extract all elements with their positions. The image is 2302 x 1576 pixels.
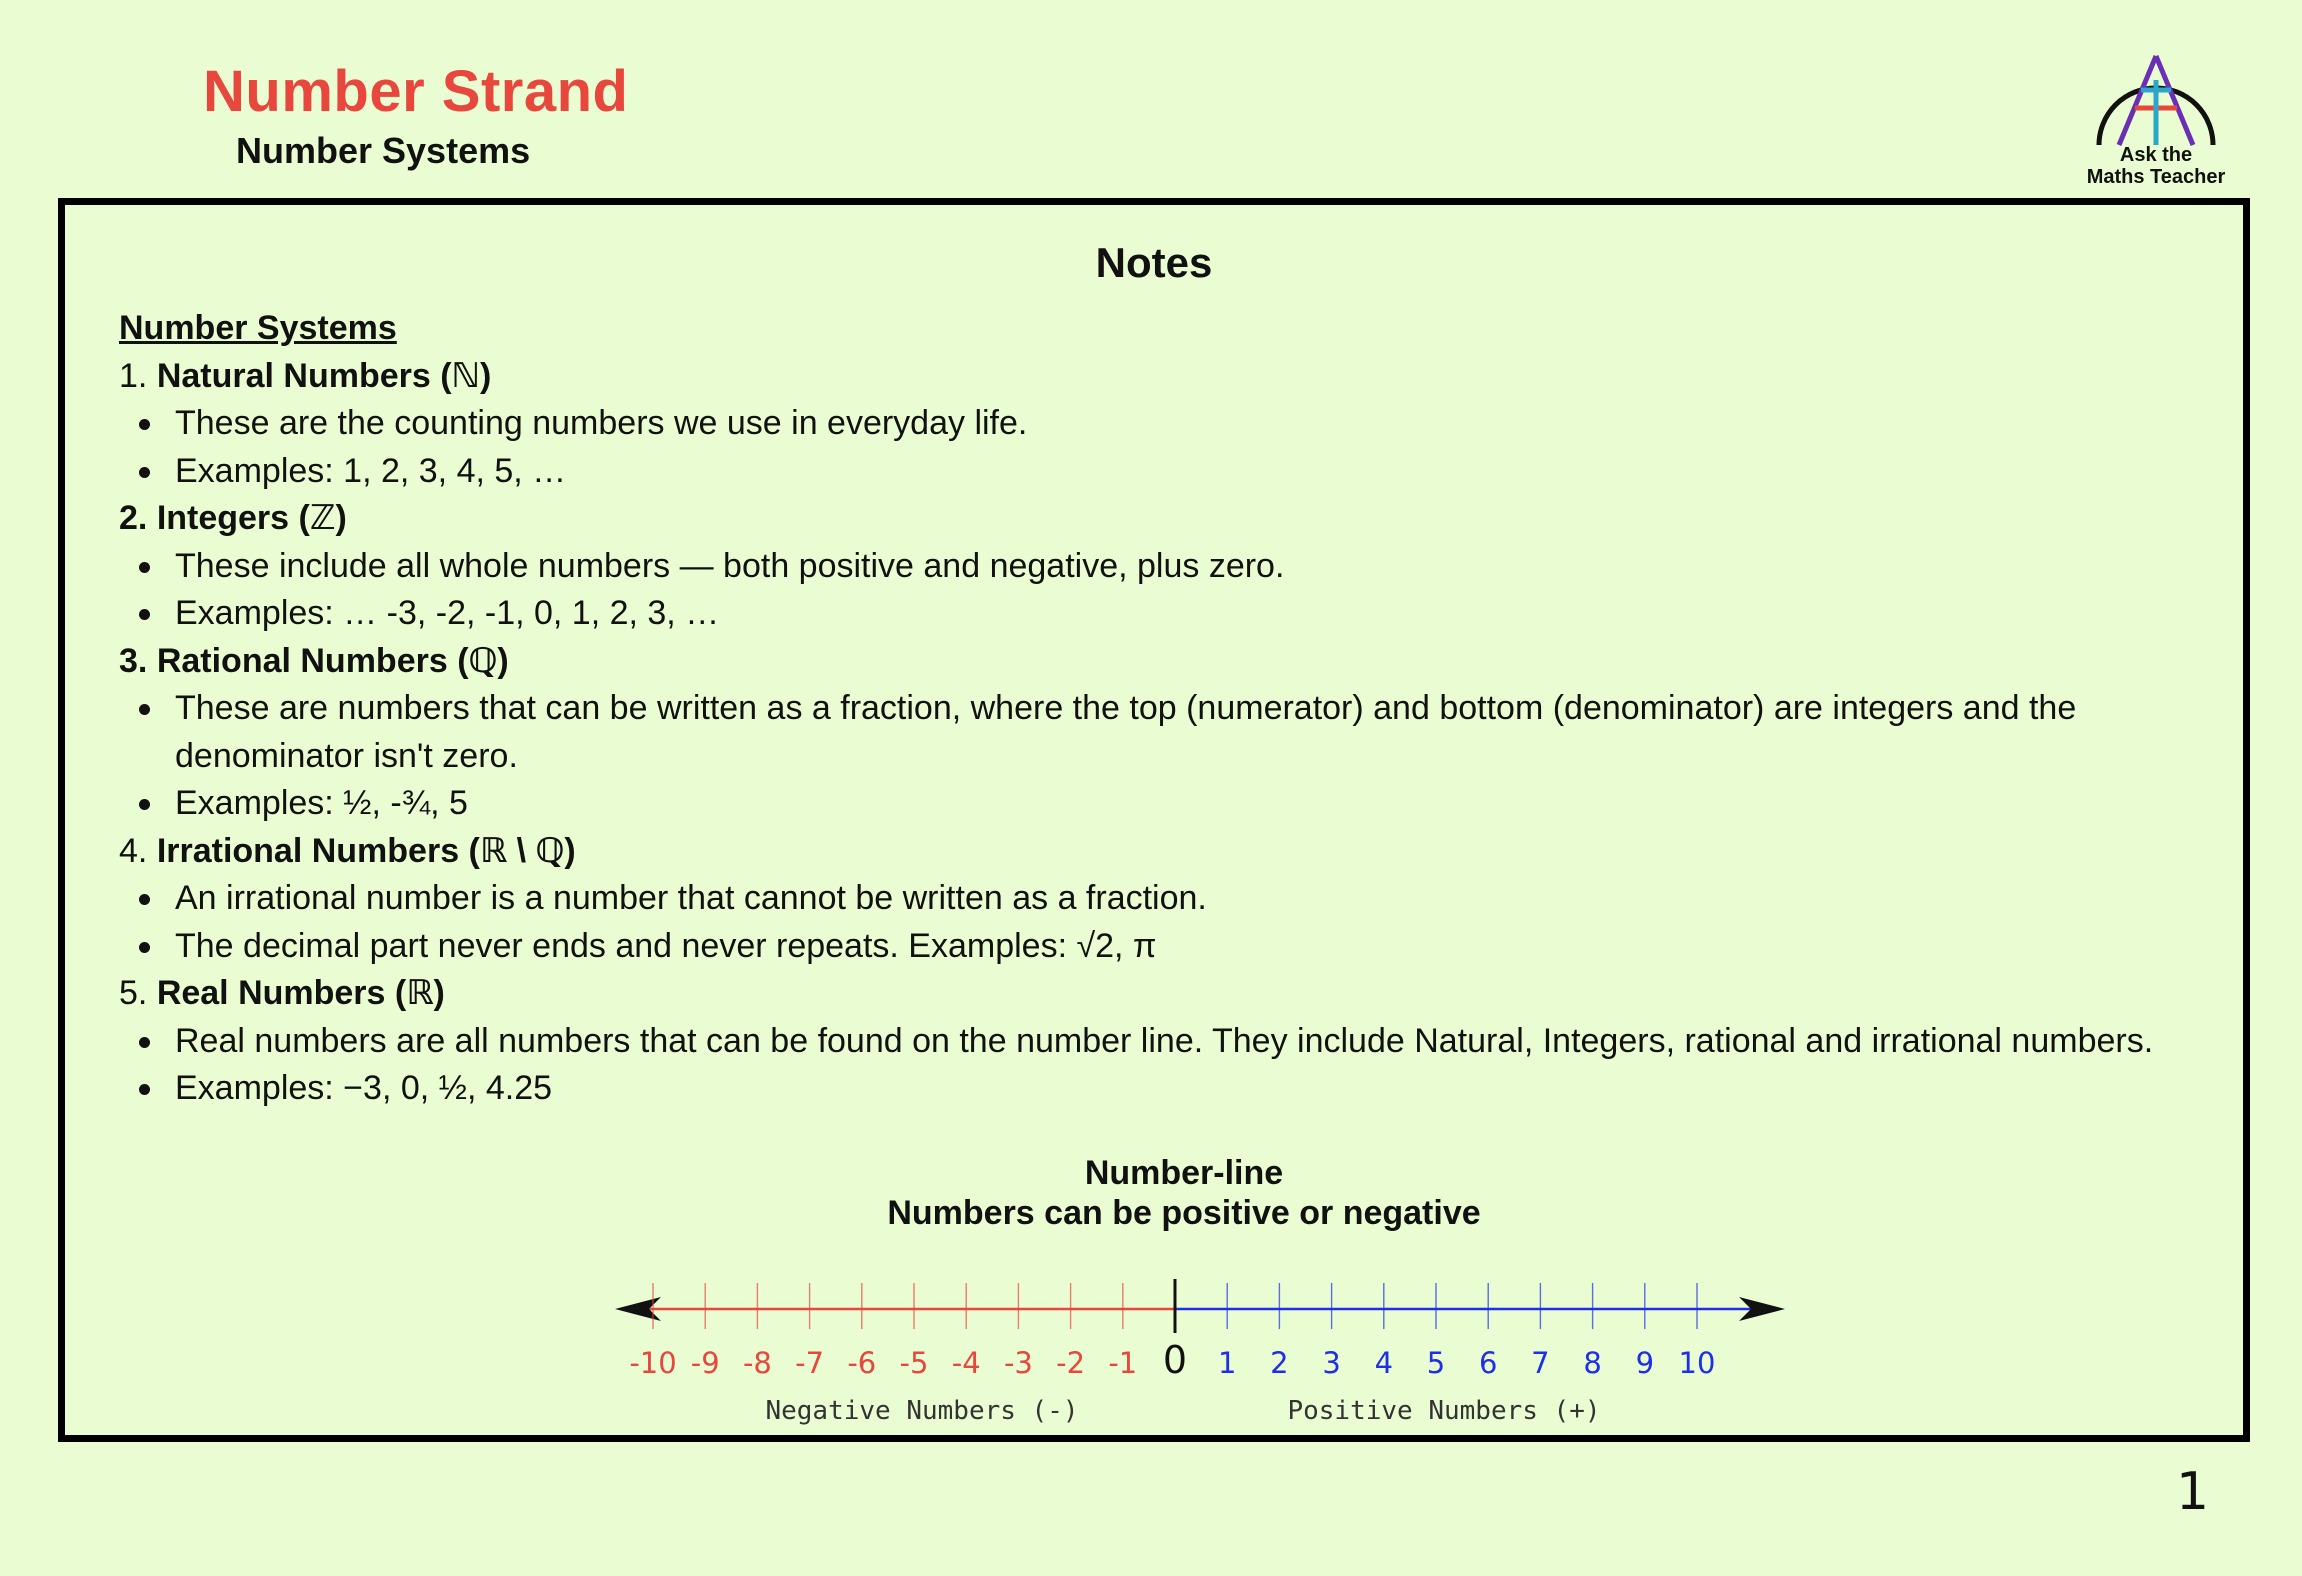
item-name: Natural Numbers (ℕ) bbox=[156, 356, 492, 395]
item-heading-integers bbox=[119, 495, 2239, 543]
bullet-item: These are the counting numbers we use in everyday life. bbox=[175, 400, 2239, 448]
header-title: Number Strand bbox=[203, 59, 629, 124]
logo-text-line1: Ask the bbox=[2119, 144, 2193, 166]
tick-label: 1 bbox=[1217, 1346, 1237, 1380]
tick-label: -3 bbox=[1003, 1346, 1033, 1380]
section-heading: Number Systems bbox=[119, 309, 397, 347]
bullet-item: Examples: 1, 2, 3, 4, 5, … bbox=[175, 448, 2239, 496]
bullet-list-real bbox=[119, 1018, 2239, 1113]
tick-label: -8 bbox=[742, 1346, 772, 1380]
item-name: Integers (ℤ) bbox=[156, 499, 347, 537]
number-line bbox=[585, 1255, 1825, 1425]
bullet-list-integers bbox=[119, 543, 2239, 638]
bullet-list-natural bbox=[119, 400, 2239, 495]
bullet-item: Examples: … -3, -2, -1, 0, 1, 2, 3, … bbox=[175, 590, 2239, 638]
logo-text-line2: Maths Teacher bbox=[2086, 166, 2226, 188]
tick-label: 10 bbox=[1678, 1346, 1716, 1380]
bullet-item: These are numbers that can be written as a fraction, where the top (numerator) and bottom (denominator) are integers and the denominator isn't zero. bbox=[175, 685, 2239, 780]
tick-label: 6 bbox=[1478, 1346, 1498, 1380]
header-subtitle: Number Systems bbox=[236, 130, 531, 171]
tick-label: 8 bbox=[1583, 1346, 1602, 1380]
item-name: Real Numbers (ℝ) bbox=[156, 974, 445, 1012]
tick-label: 0 bbox=[1162, 1338, 1188, 1382]
tick-label: -5 bbox=[899, 1346, 929, 1380]
item-heading-real bbox=[119, 970, 2239, 1018]
notes-box bbox=[58, 198, 2250, 1442]
bullet-item: The decimal part never ends and never repeats. Examples: √2, π bbox=[175, 923, 2239, 971]
bullet-item: Examples: −3, 0, ½, 4.25 bbox=[175, 1065, 2239, 1113]
tick-label: -10 bbox=[629, 1346, 677, 1380]
tick-label: 9 bbox=[1635, 1346, 1655, 1380]
page-number: 1 bbox=[2176, 1462, 2210, 1522]
item-heading-rational bbox=[119, 638, 2239, 686]
number-line-heading bbox=[65, 1153, 2243, 1233]
item-heading-irrational bbox=[119, 828, 2239, 876]
tick-label: -9 bbox=[690, 1346, 720, 1380]
number-line-title: Number-line bbox=[1084, 1154, 1284, 1192]
tick-label: 3 bbox=[1322, 1346, 1341, 1380]
item-name: Irrational Numbers (ℝ \ ℚ) bbox=[156, 831, 576, 870]
item-number: 2. bbox=[119, 499, 157, 537]
item-name: Rational Numbers (ℚ) bbox=[156, 641, 509, 680]
tick-label: -4 bbox=[951, 1346, 981, 1380]
ask-the-maths-teacher-logo-icon bbox=[2091, 50, 2221, 150]
negative-numbers-label: Negative Numbers (-) bbox=[765, 1396, 1079, 1425]
bullet-item: These include all whole numbers — both positive and negative, plus zero. bbox=[175, 543, 2239, 591]
tick-label: -7 bbox=[795, 1346, 825, 1380]
tick-label: 2 bbox=[1270, 1346, 1289, 1380]
bullet-item: Real numbers are all numbers that can be found on the number line. They include Natural, Integers, rational and irrational numbers. bbox=[175, 1018, 2239, 1066]
bullet-item: Examples: ½, -¾, 5 bbox=[175, 780, 2239, 828]
item-number: 3. bbox=[119, 641, 157, 680]
item-number: 5. bbox=[119, 974, 157, 1012]
item-heading-natural bbox=[119, 353, 2239, 401]
tick-label: 7 bbox=[1531, 1346, 1550, 1380]
notes-title: Notes bbox=[1095, 239, 1213, 286]
notes-content bbox=[119, 305, 2239, 1113]
item-number: 1. bbox=[119, 356, 157, 395]
tick-label: 5 bbox=[1426, 1346, 1446, 1380]
tick-label: 4 bbox=[1374, 1346, 1394, 1380]
tick-label: -2 bbox=[1056, 1346, 1086, 1380]
bullet-item: An irrational number is a number that cannot be written as a fraction. bbox=[175, 875, 2239, 923]
bullet-list-irrational bbox=[119, 875, 2239, 970]
positive-numbers-label: Positive Numbers (+) bbox=[1287, 1396, 1601, 1425]
logo bbox=[2076, 50, 2236, 200]
number-line-subtitle: Numbers can be positive or negative bbox=[887, 1194, 1481, 1232]
tick-label: -6 bbox=[847, 1346, 877, 1380]
item-number: 4. bbox=[119, 831, 157, 870]
tick-label: -1 bbox=[1108, 1346, 1138, 1380]
bullet-list-rational bbox=[119, 685, 2239, 828]
